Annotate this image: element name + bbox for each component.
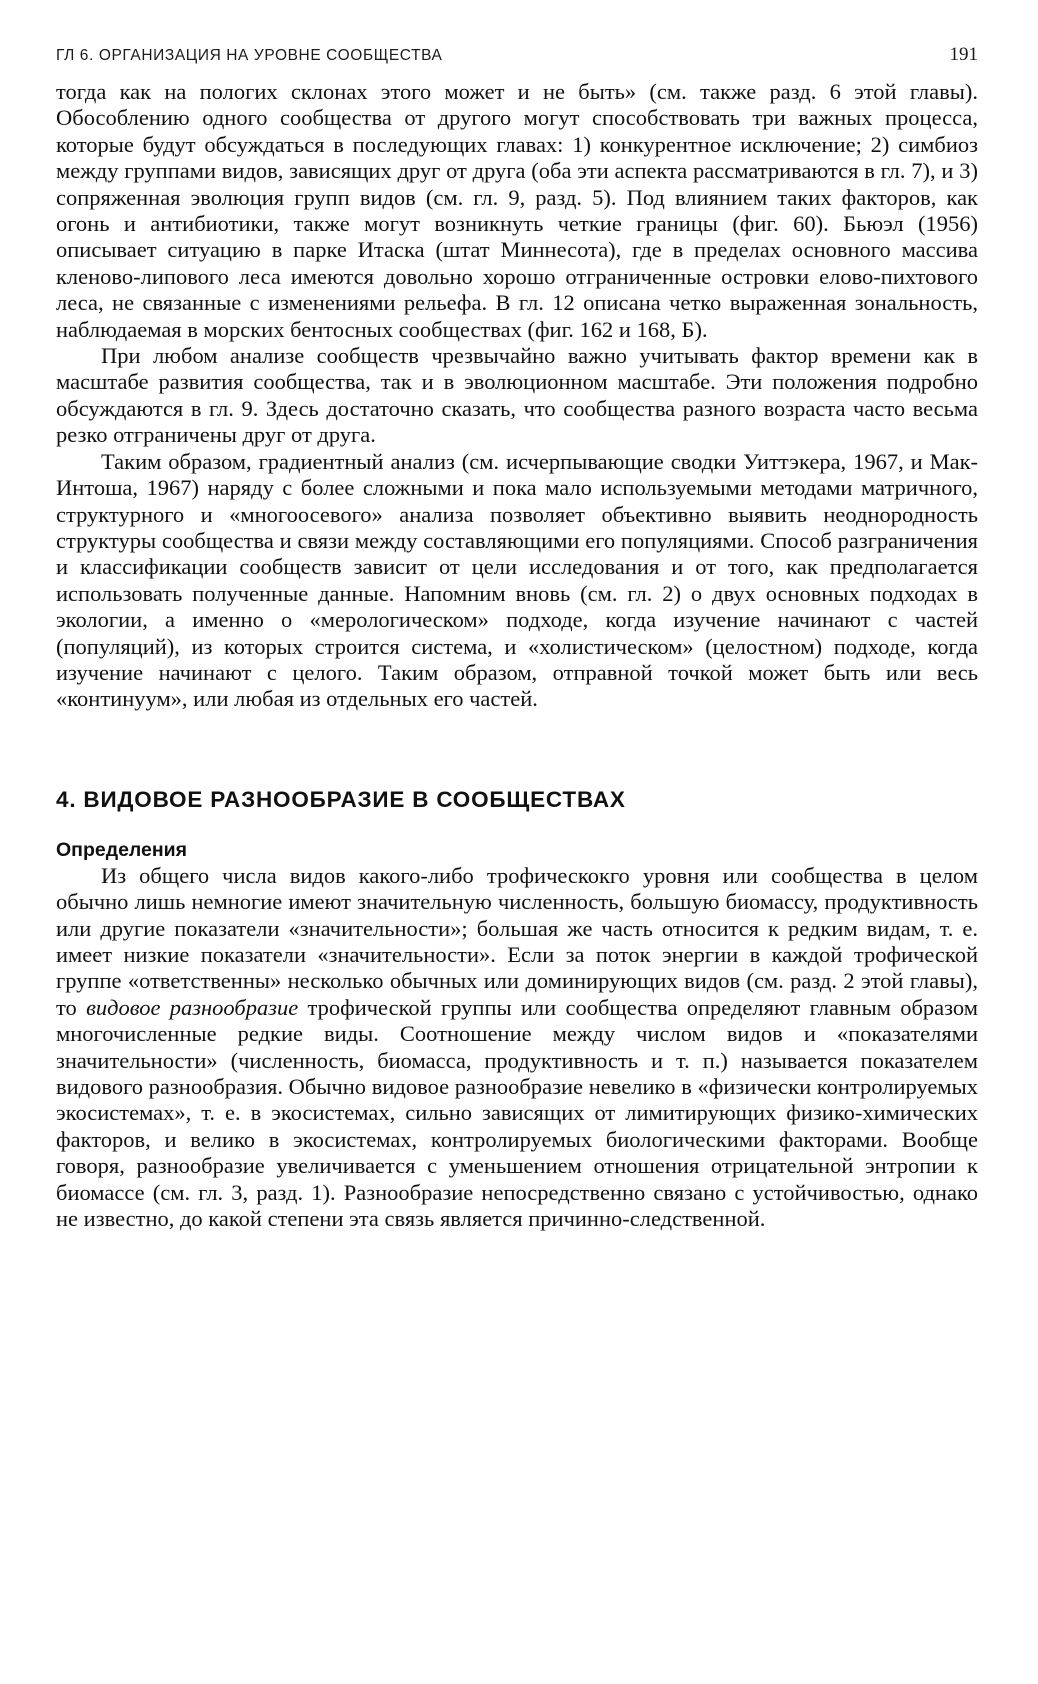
paragraph-gradient-analysis: Таким образом, градиентный анализ (см. исчерпывающие сводки Уиттэкера, 1967, и Мак-Интоша, 1967) наряду с более сложными и пока мало используемыми методами матричного, структурного и «многоосевого» анализа позволяет объективно выявить неоднородность структуры сообщества и связи между составляющими его популяциями. Способ разграничения и классификации сообществ зависит от цели исследования и от того, как предполагается использовать полученные данные. Напомним вновь (см. гл. 2) о двух основных подходах в экологии, а именно о «мерологическом» подходе, когда изучение начинают с частей (популяций), из которых строится система, и «холистическом» (целостном) подходе, когда изучение начинают с целого. Таким образом, отправной точкой может быть или весь «континуум», или любая из отдельных его частей. bbox=[56, 448, 978, 712]
paragraph-time-factor: При любом анализе сообществ чрезвычайно важно учитывать фактор времени как в масштабе развития сообщества, так и в эволюционном масштабе. Эти положения подробно обсуждаются в гл. 9. Здесь достаточно сказать, что сообщества разного возраста часто весьма резко отграничены друг от друга. bbox=[56, 343, 978, 448]
body-text bbox=[56, 79, 978, 1232]
section-heading: 4. ВИДОВОЕ РАЗНООБРАЗИЕ В СООБЩЕСТВАХ bbox=[56, 786, 626, 812]
paragraph-species-diversity bbox=[56, 863, 978, 1233]
paragraph-text-before-term: Из общего числа видов какого-либо трофическокго уровня или сообщества в целом обычно лишь немногие имеют значительную численность, большую биомассу, продуктивность или другие показатели «значительности»; большая же часть относится к редким видам, т. е. имеет низкие показатели «значительности». Если за поток энергии в каждой трофической группе «ответственны» несколько обычных или доминирующих видов (см. разд. 2 этой главы), то bbox=[56, 862, 978, 1020]
italic-term: видовое разнообразие bbox=[86, 994, 299, 1020]
running-head bbox=[56, 44, 978, 74]
subsection-heading: Определения bbox=[56, 838, 188, 861]
running-title: ГЛ 6. ОРГАНИЗАЦИЯ НА УРОВНЕ СООБЩЕСТВА bbox=[56, 47, 443, 64]
book-page bbox=[56, 44, 978, 1232]
page-number: 191 bbox=[949, 44, 978, 65]
paragraph-text-after-term: трофической группы или сообщества определяют главным образом многочисленные редкие виды. Соотношение между числом видов и «показателями значительности» (численность, биомасса, продуктивность и т. п.) называется показателем видового разнообразия. Обычно видовое разнообразие невелико в «физически контролируемых экосистемах», т. е. в экосистемах, сильно зависящих от лимитирующих физико-химических факторов, и велико в экосистемах, контролируемых биологическими факторами. Вообще говоря, разнообразие увеличивается с уменьшением отношения отрицательной энтропии к биомассе (см. гл. 3, разд. 1). Разнообразие непосредственно связано с устойчивостью, однако не известно, до какой степени эта связь является причинно-следственной. bbox=[56, 994, 978, 1232]
paragraph-continuation: тогда как на пологих склонах этого может и не быть» (см. также разд. 6 этой главы). Обособлению одного сообщества от другого могут способствовать три важных процесса, которые будут обсуждаться в последующих главах: 1) конкурентное исключение; 2) симбиоз между группами видов, зависящих друг от друга (оба эти аспекта рассматриваются в гл. 7), и 3) сопряженная эволюция групп видов (см. гл. 9, разд. 5). Под влиянием таких факторов, как огонь и антибиотики, также могут возникнуть четкие границы (фиг. 60). Бьюэл (1956) описывает ситуацию в парке Итаска (штат Миннесота), где в пределах основного массива кленово-липового леса имеются довольно хорошо отграниченные островки елово-пихтового леса, не связанные с изменениями рельефа. В гл. 12 описана четко выраженная зональность, наблюдаемая в морских бентосных сообществах (фиг. 162 и 168, Б). bbox=[56, 79, 978, 342]
